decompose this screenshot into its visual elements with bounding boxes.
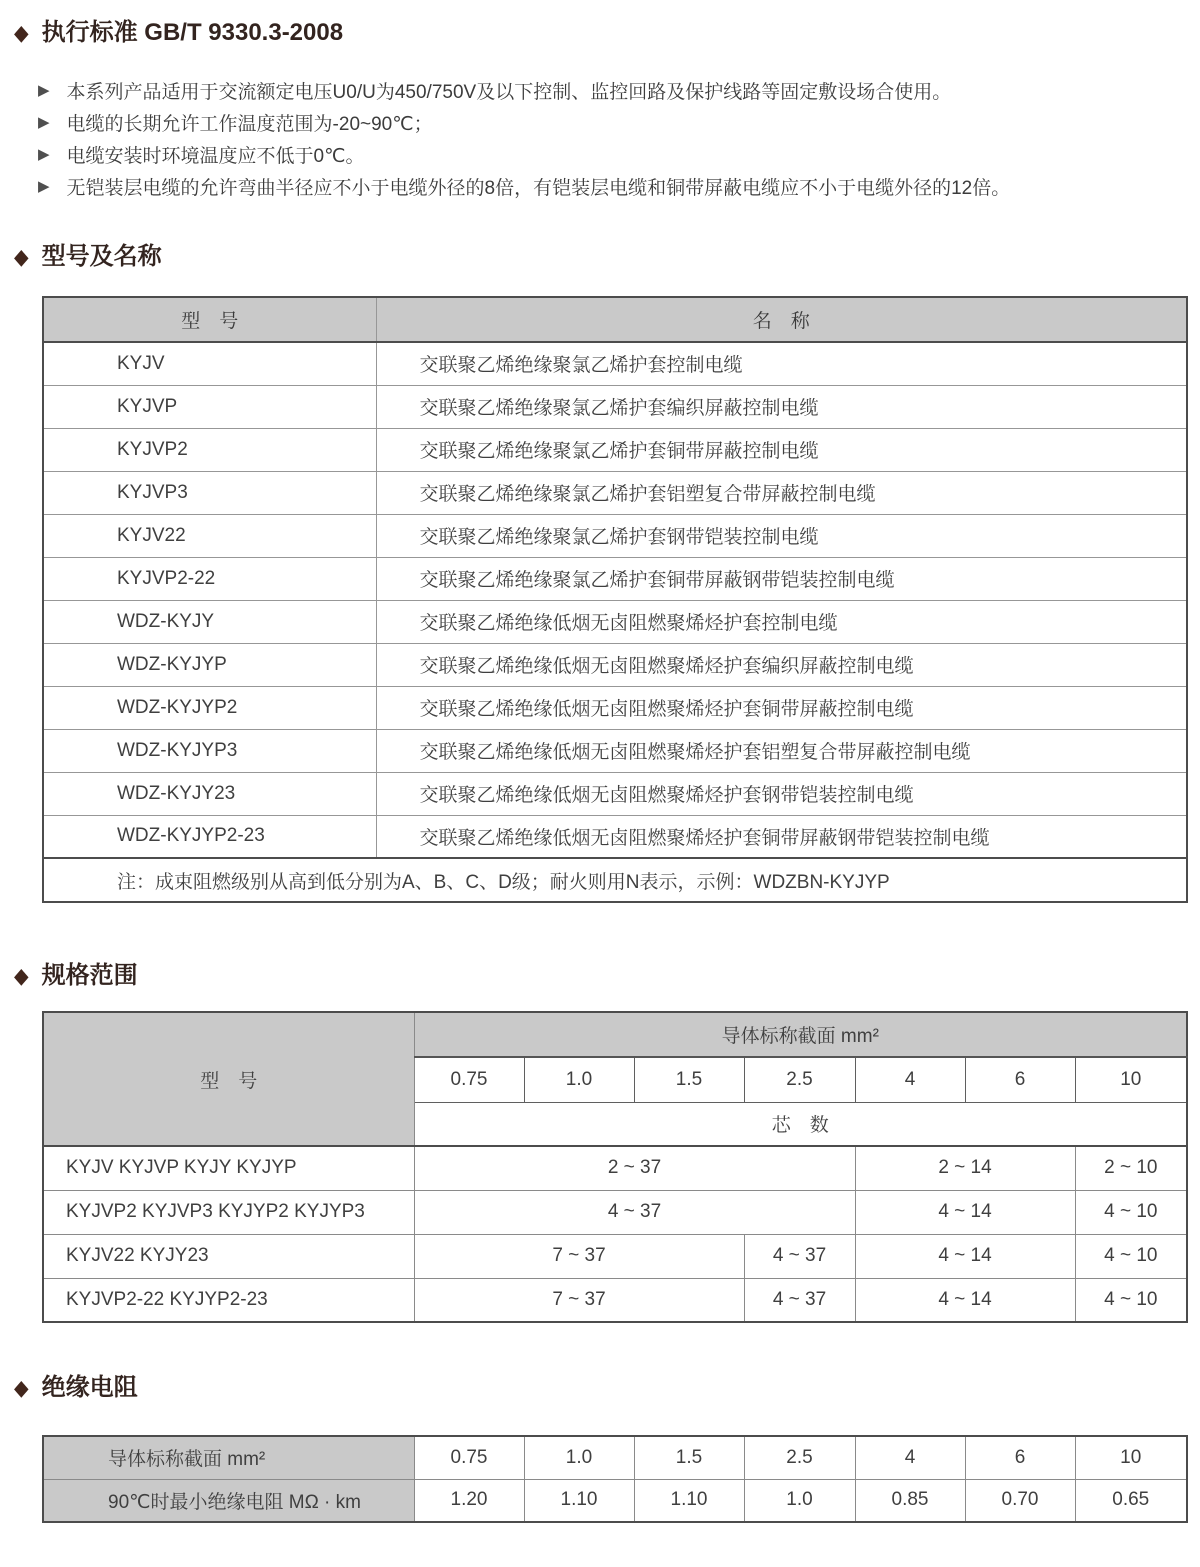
table-row xyxy=(43,600,1187,643)
model-cell: WDZ-KYJYP2-23 xyxy=(43,815,376,858)
core-range-cell: 4 ~ 14 xyxy=(855,1234,1075,1278)
core-range-cell: 4 ~ 37 xyxy=(744,1234,855,1278)
name-cell: 交联聚乙烯绝缘低烟无卤阻燃聚烯烃护套铝塑复合带屏蔽控制电缆 xyxy=(376,729,1187,772)
model-cell: WDZ-KYJY xyxy=(43,600,376,643)
table-row xyxy=(43,428,1187,471)
name-cell: 交联聚乙烯绝缘低烟无卤阻燃聚烯烃护套钢带铠装控制电缆 xyxy=(376,772,1187,815)
models-cell: KYJV KYJVP KYJY KYJYP xyxy=(43,1146,414,1190)
table-row xyxy=(43,1479,1187,1522)
value-cell: 0.85 xyxy=(855,1479,965,1522)
model-cell: WDZ-KYJYP3 xyxy=(43,729,376,772)
model-cell: WDZ-KYJYP2 xyxy=(43,686,376,729)
value-cell: 6 xyxy=(965,1436,1075,1479)
size-header-cell: 10 xyxy=(1075,1057,1187,1102)
bullet-item xyxy=(38,106,1200,138)
spec-range-table xyxy=(42,1011,1188,1323)
core-range-cell: 4 ~ 14 xyxy=(855,1278,1075,1322)
value-cell: 1.10 xyxy=(634,1479,744,1522)
bullet-item xyxy=(38,74,1200,106)
bullet-text: 无铠装层电缆的允许弯曲半径应不小于电缆外径的8倍，有铠装层电缆和铜带屏蔽电缆应不小于电缆外径的12倍。 xyxy=(66,177,1011,199)
standard-bullet-list xyxy=(38,74,1200,202)
bullet-text: 本系列产品适用于交流额定电压U0/U为450/750V及以下控制、监控回路及保护线路等固定敷设场合使用。 xyxy=(66,81,952,103)
value-cell: 0.75 xyxy=(414,1436,524,1479)
size-header-cell: 4 xyxy=(855,1057,965,1102)
value-cell: 1.5 xyxy=(634,1436,744,1479)
core-range-cell: 4 ~ 10 xyxy=(1075,1278,1187,1322)
model-cell: KYJVP xyxy=(43,385,376,428)
note-row xyxy=(43,858,1187,902)
core-range-cell: 2 ~ 14 xyxy=(855,1146,1075,1190)
table-row xyxy=(43,686,1187,729)
value-cell: 1.0 xyxy=(524,1436,634,1479)
name-cell: 交联聚乙烯绝缘聚氯乙烯护套钢带铠装控制电缆 xyxy=(376,514,1187,557)
diamond-icon: ◆ xyxy=(14,1374,29,1401)
models-cell: KYJVP2 KYJVP3 KYJYP2 KYJYP3 xyxy=(43,1190,414,1234)
model-name-table xyxy=(42,296,1188,903)
table-header-row xyxy=(43,297,1187,342)
core-range-cell: 2 ~ 37 xyxy=(414,1146,855,1190)
model-cell: WDZ-KYJYP xyxy=(43,643,376,686)
table-row xyxy=(43,1190,1187,1234)
model-cell: KYJVP3 xyxy=(43,471,376,514)
value-cell: 1.20 xyxy=(414,1479,524,1522)
standard-section-title xyxy=(14,18,1200,48)
model-header-cell: 型 号 xyxy=(43,297,376,342)
core-range-cell: 7 ~ 37 xyxy=(414,1234,744,1278)
triangle-bullet-icon: ▶ xyxy=(38,112,50,131)
table-row xyxy=(43,729,1187,772)
models-cell: KYJVP2-22 KYJYP2-23 xyxy=(43,1278,414,1322)
value-cell: 0.65 xyxy=(1075,1479,1187,1522)
value-cell: 4 xyxy=(855,1436,965,1479)
size-header-cell: 0.75 xyxy=(414,1057,524,1102)
diamond-icon: ◆ xyxy=(14,19,29,46)
name-cell: 交联聚乙烯绝缘低烟无卤阻燃聚烯烃护套铜带屏蔽控制电缆 xyxy=(376,686,1187,729)
insulation-resistance-table xyxy=(42,1435,1188,1523)
name-header-cell: 名 称 xyxy=(376,297,1187,342)
name-cell: 交联聚乙烯绝缘低烟无卤阻燃聚烯烃护套控制电缆 xyxy=(376,600,1187,643)
table-row xyxy=(43,643,1187,686)
diamond-icon: ◆ xyxy=(14,243,29,270)
model-cell: KYJVP2 xyxy=(43,428,376,471)
table-row xyxy=(43,1278,1187,1322)
table-row xyxy=(43,342,1187,385)
triangle-bullet-icon: ▶ xyxy=(38,176,50,195)
bullet-item xyxy=(38,138,1200,170)
note-cell: 注：成束阻燃级别从高到低分别为A、B、C、D级；耐火则用N表示，示例：WDZBN-KYJYP xyxy=(43,858,1187,902)
table-row xyxy=(43,1436,1187,1479)
model-cell: KYJV22 xyxy=(43,514,376,557)
table-row xyxy=(43,471,1187,514)
row-label-cell: 90℃时最小绝缘电阻 MΩ · km xyxy=(43,1479,414,1522)
value-cell: 2.5 xyxy=(744,1436,855,1479)
name-cell: 交联聚乙烯绝缘聚氯乙烯护套铜带屏蔽控制电缆 xyxy=(376,428,1187,471)
value-cell: 10 xyxy=(1075,1436,1187,1479)
conductor-section-header-cell: 导体标称截面 mm² xyxy=(414,1012,1187,1057)
models-cell: KYJV22 KYJY23 xyxy=(43,1234,414,1278)
spec-title-text: 规格范围 xyxy=(41,962,138,989)
model-header-cell: 型 号 xyxy=(43,1012,414,1146)
value-cell: 1.10 xyxy=(524,1479,634,1522)
triangle-bullet-icon: ▶ xyxy=(38,80,50,99)
table-row xyxy=(43,1146,1187,1190)
resistance-title-text: 绝缘电阻 xyxy=(41,1374,138,1401)
bullet-text: 电缆的长期允许工作温度范围为-20~90℃； xyxy=(66,113,433,135)
name-cell: 交联聚乙烯绝缘聚氯乙烯护套控制电缆 xyxy=(376,342,1187,385)
bullet-text: 电缆安装时环境温度应不低于0℃。 xyxy=(66,145,365,167)
bullet-item xyxy=(38,170,1200,202)
core-range-cell: 7 ~ 37 xyxy=(414,1278,744,1322)
core-range-cell: 4 ~ 37 xyxy=(414,1190,855,1234)
table-row xyxy=(43,514,1187,557)
table-row xyxy=(43,385,1187,428)
model-title-text: 型号及名称 xyxy=(41,243,162,270)
name-cell: 交联聚乙烯绝缘低烟无卤阻燃聚烯烃护套铜带屏蔽钢带铠装控制电缆 xyxy=(376,815,1187,858)
name-cell: 交联聚乙烯绝缘聚氯乙烯护套铝塑复合带屏蔽控制电缆 xyxy=(376,471,1187,514)
core-count-header-cell: 芯 数 xyxy=(414,1102,1187,1146)
table-row xyxy=(43,772,1187,815)
spec-section-title xyxy=(14,961,1200,991)
core-range-cell: 4 ~ 10 xyxy=(1075,1234,1187,1278)
table-row xyxy=(43,815,1187,858)
name-cell: 交联聚乙烯绝缘低烟无卤阻燃聚烯烃护套编织屏蔽控制电缆 xyxy=(376,643,1187,686)
core-range-cell: 4 ~ 10 xyxy=(1075,1190,1187,1234)
table-header-row xyxy=(43,1012,1187,1057)
core-range-cell: 2 ~ 10 xyxy=(1075,1146,1187,1190)
model-cell: KYJVP2-22 xyxy=(43,557,376,600)
size-header-cell: 2.5 xyxy=(744,1057,855,1102)
standard-title-text: 执行标准 GB/T 9330.3-2008 xyxy=(41,19,344,46)
size-header-cell: 6 xyxy=(965,1057,1075,1102)
size-header-cell: 1.0 xyxy=(524,1057,634,1102)
model-cell: WDZ-KYJY23 xyxy=(43,772,376,815)
resistance-section-title xyxy=(14,1373,1200,1403)
name-cell: 交联聚乙烯绝缘聚氯乙烯护套铜带屏蔽钢带铠装控制电缆 xyxy=(376,557,1187,600)
value-cell: 0.70 xyxy=(965,1479,1075,1522)
core-range-cell: 4 ~ 37 xyxy=(744,1278,855,1322)
table-row xyxy=(43,1234,1187,1278)
triangle-bullet-icon: ▶ xyxy=(38,144,50,163)
model-cell: KYJV xyxy=(43,342,376,385)
value-cell: 1.0 xyxy=(744,1479,855,1522)
size-header-cell: 1.5 xyxy=(634,1057,744,1102)
name-cell: 交联聚乙烯绝缘聚氯乙烯护套编织屏蔽控制电缆 xyxy=(376,385,1187,428)
core-range-cell: 4 ~ 14 xyxy=(855,1190,1075,1234)
model-section-title xyxy=(14,242,1200,272)
table-row xyxy=(43,557,1187,600)
row-label-cell: 导体标称截面 mm² xyxy=(43,1436,414,1479)
diamond-icon: ◆ xyxy=(14,962,29,989)
